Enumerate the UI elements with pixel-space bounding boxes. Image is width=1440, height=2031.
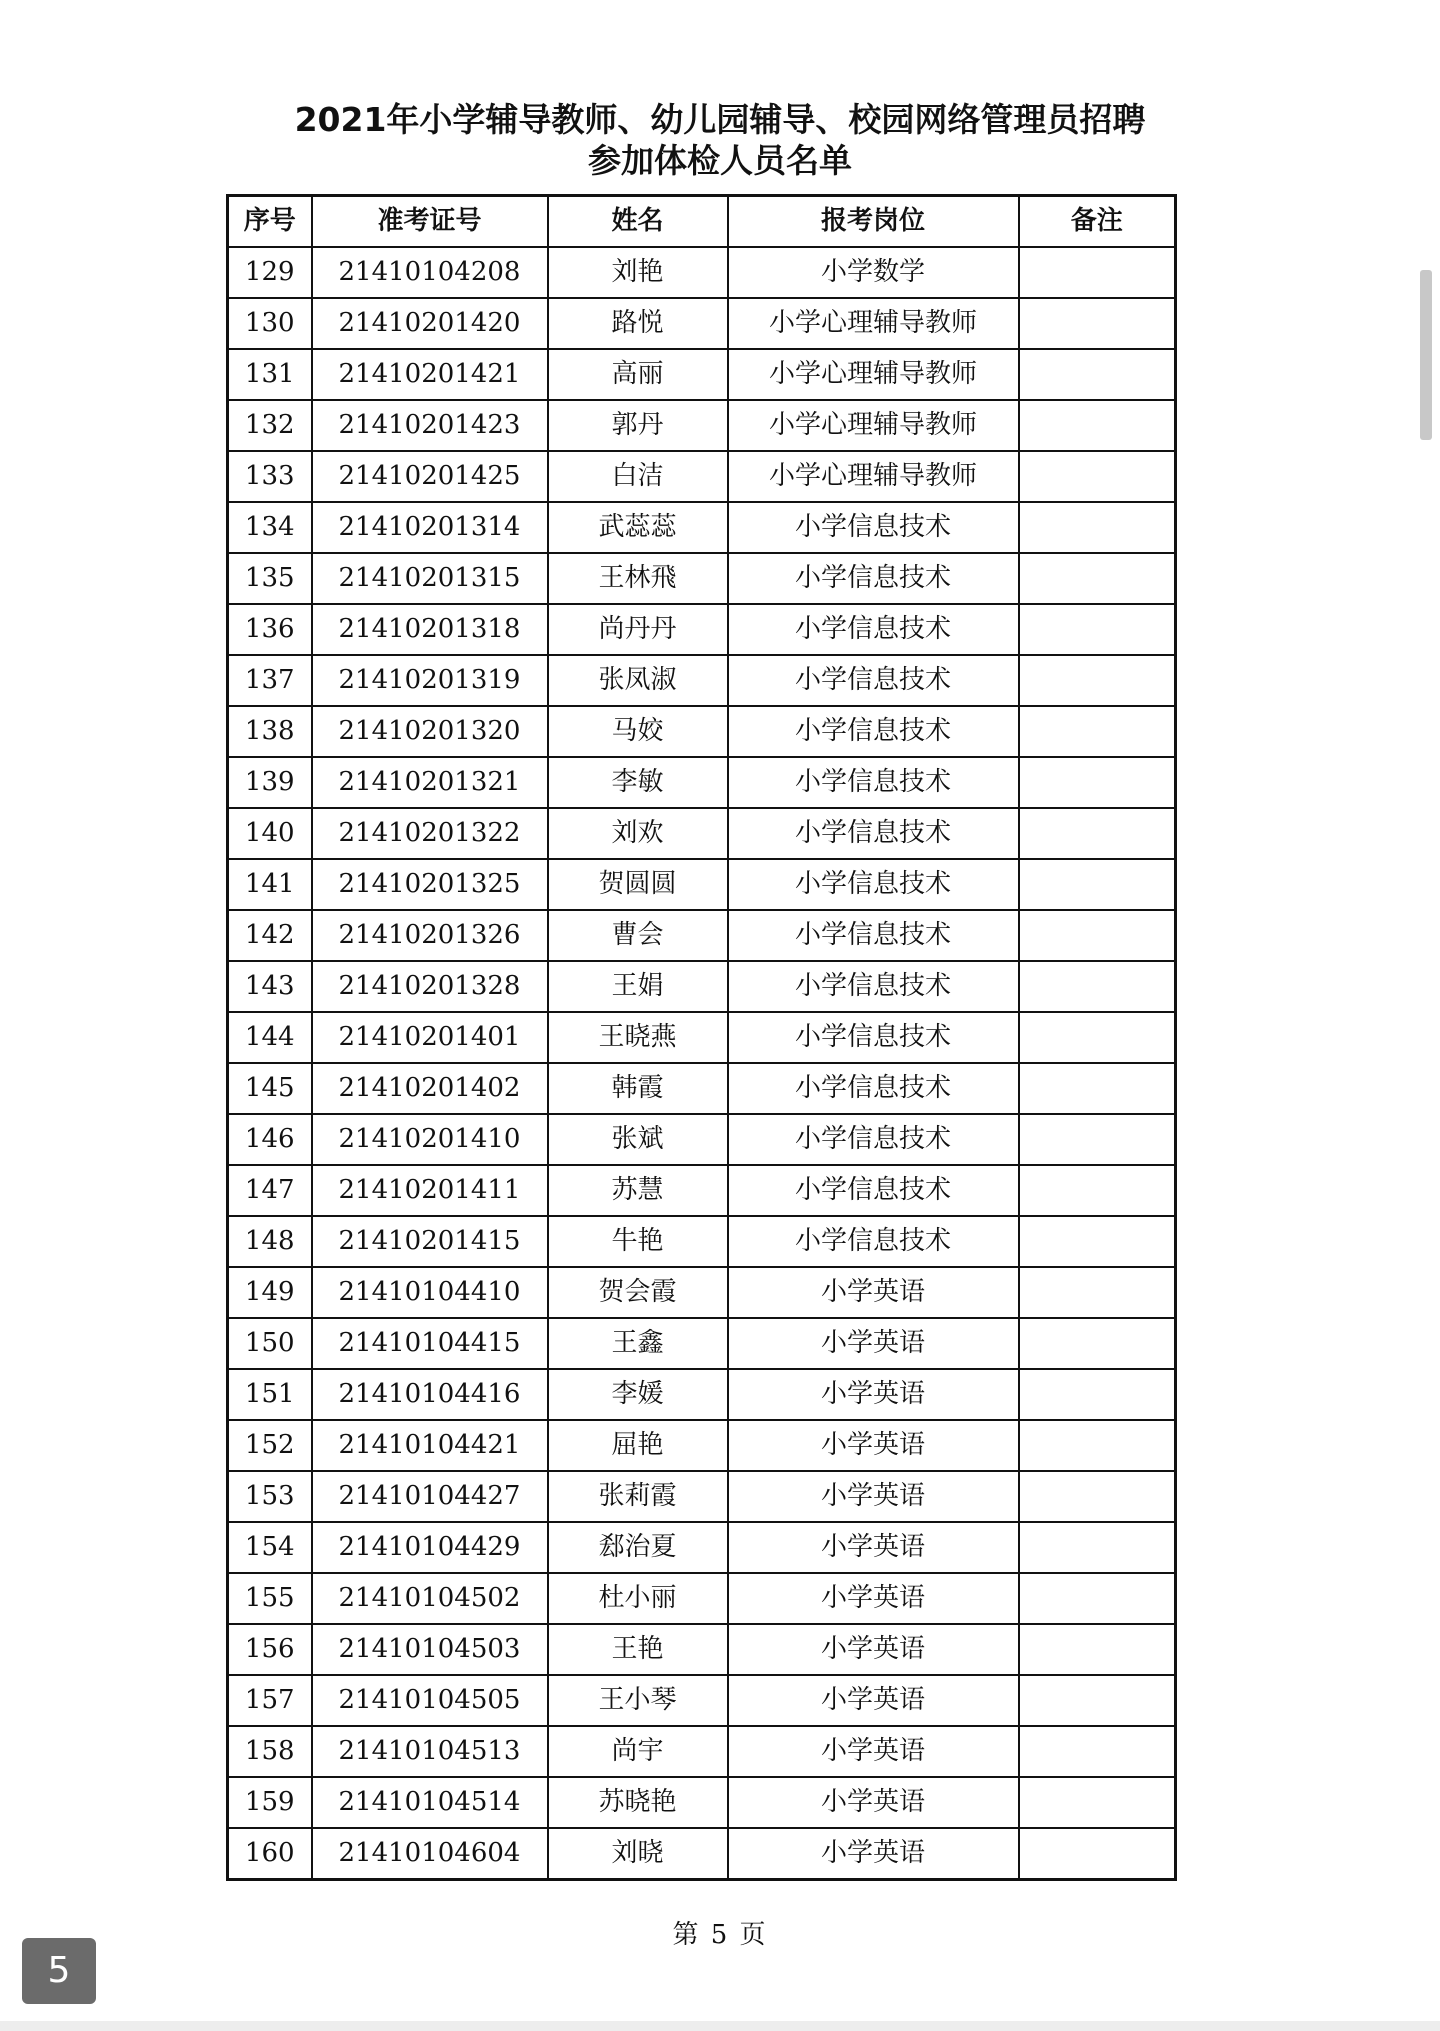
- cell-exam-id: 21410104505: [312, 1675, 548, 1726]
- cell-seq: 132: [228, 400, 312, 451]
- cell-seq: 142: [228, 910, 312, 961]
- cell-exam-id: 21410104421: [312, 1420, 548, 1471]
- cell-remarks: [1019, 1369, 1176, 1420]
- cell-remarks: [1019, 1420, 1176, 1471]
- cell-remarks: [1019, 910, 1176, 961]
- cell-remarks: [1019, 1318, 1176, 1369]
- cell-remarks: [1019, 1165, 1176, 1216]
- cell-position: 小学信息技术: [728, 808, 1019, 859]
- page-number: 第 5 页: [672, 1920, 768, 1950]
- cell-position: 小学信息技术: [728, 1216, 1019, 1267]
- cell-remarks: [1019, 1012, 1176, 1063]
- table-row: [228, 910, 1176, 961]
- cell-remarks: [1019, 247, 1176, 298]
- cell-position: 小学英语: [728, 1420, 1019, 1471]
- cell-seq: 129: [228, 247, 312, 298]
- cell-remarks: [1019, 706, 1176, 757]
- cell-seq: 145: [228, 1063, 312, 1114]
- cell-name: 苏晓艳: [548, 1777, 728, 1828]
- cell-remarks: [1019, 1267, 1176, 1318]
- cell-remarks: [1019, 757, 1176, 808]
- cell-exam-id: 21410104503: [312, 1624, 548, 1675]
- cell-remarks: [1019, 1522, 1176, 1573]
- table-row: [228, 451, 1176, 502]
- cell-exam-id: 21410201320: [312, 706, 548, 757]
- cell-position: 小学信息技术: [728, 655, 1019, 706]
- cell-name: 张斌: [548, 1114, 728, 1165]
- cell-remarks: [1019, 1675, 1176, 1726]
- cell-remarks: [1019, 1063, 1176, 1114]
- cell-position: 小学英语: [728, 1777, 1019, 1828]
- cell-name: 李敏: [548, 757, 728, 808]
- table-row: [228, 1624, 1176, 1675]
- cell-name: 郄治夏: [548, 1522, 728, 1573]
- cell-name: 曹会: [548, 910, 728, 961]
- scrollbar-thumb[interactable]: [1420, 270, 1432, 440]
- cell-name: 刘艳: [548, 247, 728, 298]
- cell-remarks: [1019, 655, 1176, 706]
- cell-position: 小学英语: [728, 1267, 1019, 1318]
- cell-position: 小学信息技术: [728, 757, 1019, 808]
- cell-exam-id: 21410104427: [312, 1471, 548, 1522]
- cell-exam-id: 21410201411: [312, 1165, 548, 1216]
- cell-exam-id: 21410104429: [312, 1522, 548, 1573]
- table-row: [228, 604, 1176, 655]
- cell-position: 小学信息技术: [728, 961, 1019, 1012]
- cell-name: 高丽: [548, 349, 728, 400]
- document-subtitle: 参加体检人员名单: [588, 141, 852, 180]
- cell-exam-id: 21410201415: [312, 1216, 548, 1267]
- cell-name: 郭丹: [548, 400, 728, 451]
- cell-remarks: [1019, 1216, 1176, 1267]
- cell-exam-id: 21410201319: [312, 655, 548, 706]
- cell-name: 贺会霞: [548, 1267, 728, 1318]
- table-row: [228, 553, 1176, 604]
- cell-position: 小学英语: [728, 1675, 1019, 1726]
- table-row: [228, 808, 1176, 859]
- cell-seq: 135: [228, 553, 312, 604]
- table-row: [228, 1726, 1176, 1777]
- cell-name: 王林飛: [548, 553, 728, 604]
- cell-exam-id: 21410201420: [312, 298, 548, 349]
- table-row: [228, 961, 1176, 1012]
- cell-remarks: [1019, 553, 1176, 604]
- cell-seq: 159: [228, 1777, 312, 1828]
- table-row: [228, 1267, 1176, 1318]
- cell-name: 杜小丽: [548, 1573, 728, 1624]
- table-row: [228, 1063, 1176, 1114]
- cell-name: 王晓燕: [548, 1012, 728, 1063]
- cell-seq: 131: [228, 349, 312, 400]
- cell-exam-id: 21410104502: [312, 1573, 548, 1624]
- cell-position: 小学心理辅导教师: [728, 298, 1019, 349]
- cell-position: 小学信息技术: [728, 1114, 1019, 1165]
- cell-seq: 147: [228, 1165, 312, 1216]
- cell-exam-id: 21410201318: [312, 604, 548, 655]
- cell-seq: 141: [228, 859, 312, 910]
- cell-name: 贺圆圆: [548, 859, 728, 910]
- cell-seq: 156: [228, 1624, 312, 1675]
- cell-seq: 151: [228, 1369, 312, 1420]
- cell-remarks: [1019, 1828, 1176, 1880]
- cell-position: 小学信息技术: [728, 553, 1019, 604]
- cell-position: 小学心理辅导教师: [728, 451, 1019, 502]
- cell-exam-id: 21410201326: [312, 910, 548, 961]
- header-exam-id: 准考证号: [312, 196, 548, 248]
- cell-exam-id: 21410104415: [312, 1318, 548, 1369]
- cell-seq: 158: [228, 1726, 312, 1777]
- cell-exam-id: 21410201314: [312, 502, 548, 553]
- cell-seq: 152: [228, 1420, 312, 1471]
- cell-seq: 136: [228, 604, 312, 655]
- cell-seq: 148: [228, 1216, 312, 1267]
- cell-seq: 130: [228, 298, 312, 349]
- cell-remarks: [1019, 1471, 1176, 1522]
- cell-name: 屈艳: [548, 1420, 728, 1471]
- cell-name: 张凤淑: [548, 655, 728, 706]
- cell-seq: 134: [228, 502, 312, 553]
- cell-exam-id: 21410201421: [312, 349, 548, 400]
- cell-position: 小学英语: [728, 1726, 1019, 1777]
- table-row: [228, 349, 1176, 400]
- cell-position: 小学英语: [728, 1471, 1019, 1522]
- cell-name: 刘晓: [548, 1828, 728, 1880]
- table-row: [228, 706, 1176, 757]
- cell-seq: 149: [228, 1267, 312, 1318]
- cell-remarks: [1019, 298, 1176, 349]
- table-row: [228, 502, 1176, 553]
- table-row: [228, 247, 1176, 298]
- cell-name: 尚宇: [548, 1726, 728, 1777]
- candidate-table: [226, 194, 1177, 1881]
- cell-name: 尚丹丹: [548, 604, 728, 655]
- cell-seq: 160: [228, 1828, 312, 1880]
- cell-position: 小学信息技术: [728, 1165, 1019, 1216]
- cell-remarks: [1019, 1114, 1176, 1165]
- cell-seq: 155: [228, 1573, 312, 1624]
- table-row: [228, 298, 1176, 349]
- cell-remarks: [1019, 349, 1176, 400]
- header-seq: 序号: [228, 196, 312, 248]
- cell-remarks: [1019, 604, 1176, 655]
- bottom-bar: [0, 2021, 1440, 2031]
- cell-seq: 138: [228, 706, 312, 757]
- cell-name: 王娟: [548, 961, 728, 1012]
- cell-remarks: [1019, 859, 1176, 910]
- cell-name: 武蕊蕊: [548, 502, 728, 553]
- cell-exam-id: 21410104208: [312, 247, 548, 298]
- cell-name: 王鑫: [548, 1318, 728, 1369]
- cell-name: 牛艳: [548, 1216, 728, 1267]
- cell-position: 小学英语: [728, 1318, 1019, 1369]
- cell-seq: 144: [228, 1012, 312, 1063]
- cell-position: 小学英语: [728, 1369, 1019, 1420]
- cell-position: 小学英语: [728, 1573, 1019, 1624]
- table-row: [228, 655, 1176, 706]
- cell-remarks: [1019, 1573, 1176, 1624]
- cell-remarks: [1019, 1777, 1176, 1828]
- cell-remarks: [1019, 502, 1176, 553]
- cell-seq: 154: [228, 1522, 312, 1573]
- header-remarks: 备注: [1019, 196, 1176, 248]
- cell-exam-id: 21410201401: [312, 1012, 548, 1063]
- table-row: [228, 1471, 1176, 1522]
- cell-remarks: [1019, 961, 1176, 1012]
- header-name: 姓名: [548, 196, 728, 248]
- cell-exam-id: 21410104513: [312, 1726, 548, 1777]
- cell-name: 白洁: [548, 451, 728, 502]
- cell-exam-id: 21410201423: [312, 400, 548, 451]
- table-row: [228, 1369, 1176, 1420]
- table-header-row: [228, 196, 1176, 248]
- table-row: [228, 1675, 1176, 1726]
- cell-seq: 133: [228, 451, 312, 502]
- table-row: [228, 1216, 1176, 1267]
- cell-exam-id: 21410201325: [312, 859, 548, 910]
- cell-exam-id: 21410201410: [312, 1114, 548, 1165]
- page-indicator-badge[interactable]: 5: [22, 1938, 96, 2004]
- cell-seq: 137: [228, 655, 312, 706]
- cell-seq: 139: [228, 757, 312, 808]
- cell-seq: 150: [228, 1318, 312, 1369]
- cell-name: 王小琴: [548, 1675, 728, 1726]
- cell-position: 小学英语: [728, 1624, 1019, 1675]
- cell-remarks: [1019, 451, 1176, 502]
- cell-exam-id: 21410201322: [312, 808, 548, 859]
- cell-name: 韩霞: [548, 1063, 728, 1114]
- table-row: [228, 400, 1176, 451]
- cell-remarks: [1019, 400, 1176, 451]
- table-row: [228, 757, 1176, 808]
- cell-position: 小学信息技术: [728, 604, 1019, 655]
- cell-position: 小学信息技术: [728, 859, 1019, 910]
- cell-name: 李媛: [548, 1369, 728, 1420]
- table-row: [228, 1420, 1176, 1471]
- cell-exam-id: 21410201425: [312, 451, 548, 502]
- cell-position: 小学心理辅导教师: [728, 349, 1019, 400]
- cell-name: 张莉霞: [548, 1471, 728, 1522]
- cell-position: 小学英语: [728, 1522, 1019, 1573]
- cell-exam-id: 21410104604: [312, 1828, 548, 1880]
- table-row: [228, 1522, 1176, 1573]
- cell-seq: 140: [228, 808, 312, 859]
- table-row: [228, 859, 1176, 910]
- cell-remarks: [1019, 1624, 1176, 1675]
- cell-position: 小学信息技术: [728, 706, 1019, 757]
- cell-exam-id: 21410201328: [312, 961, 548, 1012]
- cell-seq: 153: [228, 1471, 312, 1522]
- cell-exam-id: 21410201402: [312, 1063, 548, 1114]
- document-title: 2021年小学辅导教师、幼儿园辅导、校园网络管理员招聘: [294, 100, 1146, 139]
- cell-name: 苏慧: [548, 1165, 728, 1216]
- cell-exam-id: 21410201315: [312, 553, 548, 604]
- cell-position: 小学信息技术: [728, 1012, 1019, 1063]
- cell-position: 小学心理辅导教师: [728, 400, 1019, 451]
- table-row: [228, 1165, 1176, 1216]
- cell-seq: 146: [228, 1114, 312, 1165]
- table-row: [228, 1114, 1176, 1165]
- cell-remarks: [1019, 808, 1176, 859]
- cell-exam-id: 21410104410: [312, 1267, 548, 1318]
- cell-name: 王艳: [548, 1624, 728, 1675]
- table-row: [228, 1012, 1176, 1063]
- cell-remarks: [1019, 1726, 1176, 1777]
- cell-position: 小学信息技术: [728, 502, 1019, 553]
- table-row: [228, 1777, 1176, 1828]
- cell-name: 刘欢: [548, 808, 728, 859]
- table-row: [228, 1573, 1176, 1624]
- cell-position: 小学数学: [728, 247, 1019, 298]
- cell-exam-id: 21410201321: [312, 757, 548, 808]
- cell-exam-id: 21410104416: [312, 1369, 548, 1420]
- cell-position: 小学信息技术: [728, 1063, 1019, 1114]
- cell-exam-id: 21410104514: [312, 1777, 548, 1828]
- cell-position: 小学英语: [728, 1828, 1019, 1880]
- cell-name: 马姣: [548, 706, 728, 757]
- cell-seq: 143: [228, 961, 312, 1012]
- header-position: 报考岗位: [728, 196, 1019, 248]
- table-row: [228, 1318, 1176, 1369]
- cell-name: 路悦: [548, 298, 728, 349]
- cell-position: 小学信息技术: [728, 910, 1019, 961]
- cell-seq: 157: [228, 1675, 312, 1726]
- table-row: [228, 1828, 1176, 1880]
